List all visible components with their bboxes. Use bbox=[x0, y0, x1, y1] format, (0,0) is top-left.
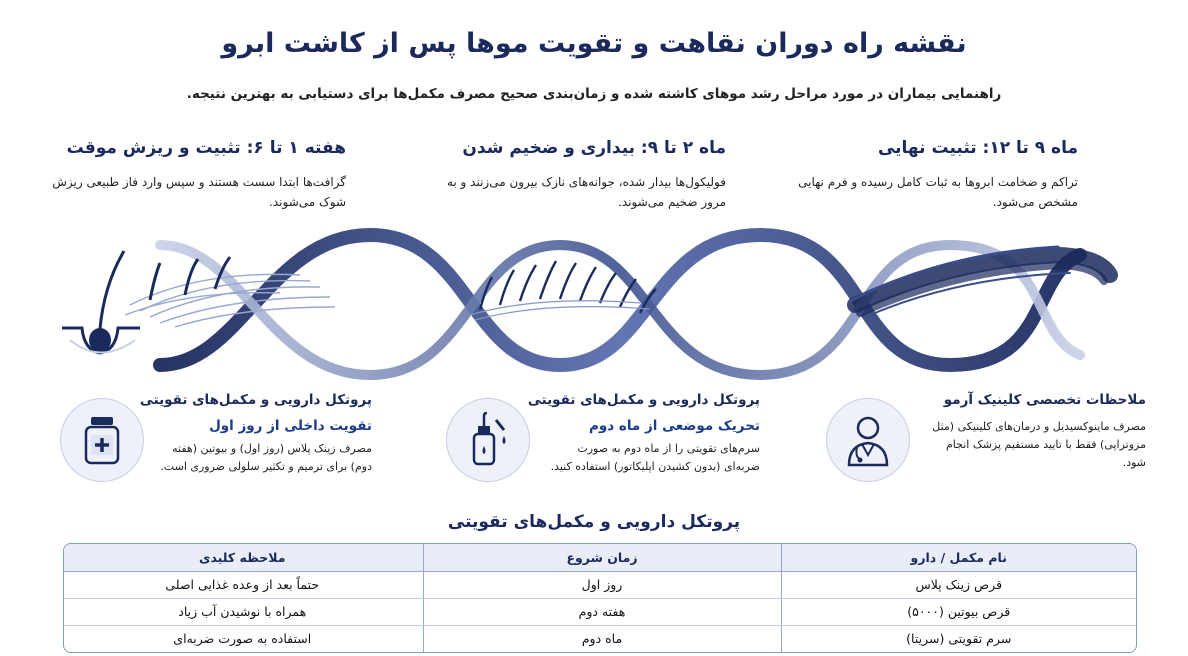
serum-dropper-icon bbox=[446, 398, 530, 482]
protocol-subtitle: تحریک موضعی از ماه دوم bbox=[588, 418, 760, 434]
table-cell: قرص زینک پلاس bbox=[781, 571, 1136, 598]
protocol-title: پروتکل دارویی و مکمل‌های تقویتی bbox=[139, 392, 372, 408]
phase-shock-loss bbox=[46, 138, 346, 212]
page-subtitle: راهنمایی بیماران در مورد مراحل رشد موهای کاشته شده و زمان‌بندی صحیح مصرف مکمل‌ها برای دستیابی به بهترین نتیجه. bbox=[186, 86, 1002, 102]
protocol-title: ملاحظات تخصصی کلینیک آرمو bbox=[943, 392, 1146, 408]
follicle-illustration bbox=[62, 251, 140, 353]
supplement-table bbox=[63, 543, 1137, 653]
doctor-icon bbox=[826, 398, 910, 482]
protocol-clinic-notes bbox=[826, 388, 1146, 498]
protocol-internal bbox=[60, 388, 380, 498]
table-cell: همراه با نوشیدن آب زیاد bbox=[63, 598, 423, 625]
table-row bbox=[63, 571, 1136, 598]
table-cell: سرم تقویتی (سریتا) bbox=[781, 625, 1136, 652]
table-header: زمان شروع bbox=[423, 544, 781, 571]
table-header: ملاحظه کلیدی bbox=[63, 544, 423, 571]
phase-final-stabilization bbox=[778, 138, 1078, 212]
eyebrow-stage-sparse bbox=[125, 257, 335, 327]
table-header-row bbox=[63, 544, 1136, 571]
phase-text: فولیکول‌ها بیدار شده، جوانه‌های نازک بیرون می‌زنند و به مرور ضخیم می‌شوند. bbox=[446, 175, 726, 209]
protocol-text: مصرف ماینوکسیدیل و درمان‌های کلینیکی (مثل مزوتراپی) فقط با تایید مستقیم پزشک انجام شود. bbox=[932, 420, 1146, 469]
table-cell: حتماً بعد از وعده غذایی اصلی bbox=[63, 571, 423, 598]
supplement-bottle-icon bbox=[60, 398, 144, 482]
table-cell: هفته دوم bbox=[423, 598, 781, 625]
phase-title: ماه ۲ تا ۹: بیداری و ضخیم شدن bbox=[462, 138, 726, 158]
protocol-subtitle: تقویت داخلی از روز اول bbox=[209, 418, 372, 434]
table-cell: روز اول bbox=[423, 571, 781, 598]
phase-text: تراکم و ضخامت ابروها به ثبات کامل رسیده و فرم نهایی مشخص می‌شود. bbox=[798, 175, 1078, 209]
table-title: پروتکل دارویی و مکمل‌های تقویتی bbox=[447, 512, 741, 532]
table-cell: ماه دوم bbox=[423, 625, 781, 652]
page-title: نقشه راه دوران نقاهت و تقویت موها پس از کاشت ابرو bbox=[221, 28, 967, 59]
table-cell: قرص بیوتین (۵۰۰۰) bbox=[781, 598, 1136, 625]
protocol-text: مصرف زینک پلاس (روز اول) و بیوتین (هفته دوم) برای ترمیم و تکثیر سلولی ضروری است. bbox=[160, 442, 372, 473]
table-header: نام مکمل / دارو bbox=[781, 544, 1136, 571]
phase-title: ماه ۹ تا ۱۲: تثبیت نهایی bbox=[877, 138, 1078, 158]
eyebrow-growth-band bbox=[0, 215, 1188, 390]
table-row bbox=[63, 625, 1136, 652]
phase-title: هفته ۱ تا ۶: تثبیت و ریزش موقت bbox=[66, 138, 346, 158]
table-cell: استفاده به صورت ضربه‌ای bbox=[173, 631, 312, 647]
protocol-title: پروتکل دارویی و مکمل‌های تقویتی bbox=[527, 392, 760, 408]
protocol-topical bbox=[446, 388, 766, 498]
eyebrow-stage-full bbox=[850, 247, 1110, 315]
phase-awakening bbox=[426, 138, 726, 212]
phase-text: گرافت‌ها ابتدا سست هستند و سپس وارد فاز طبیعی ریزش شوک می‌شوند. bbox=[52, 175, 346, 209]
table-row bbox=[63, 598, 1136, 625]
protocol-text: سرم‌های تقویتی را از ماه دوم به صورت ضربه‌ای (بدون کشیدن اپلیکاتور) استفاده کنید. bbox=[550, 442, 760, 473]
